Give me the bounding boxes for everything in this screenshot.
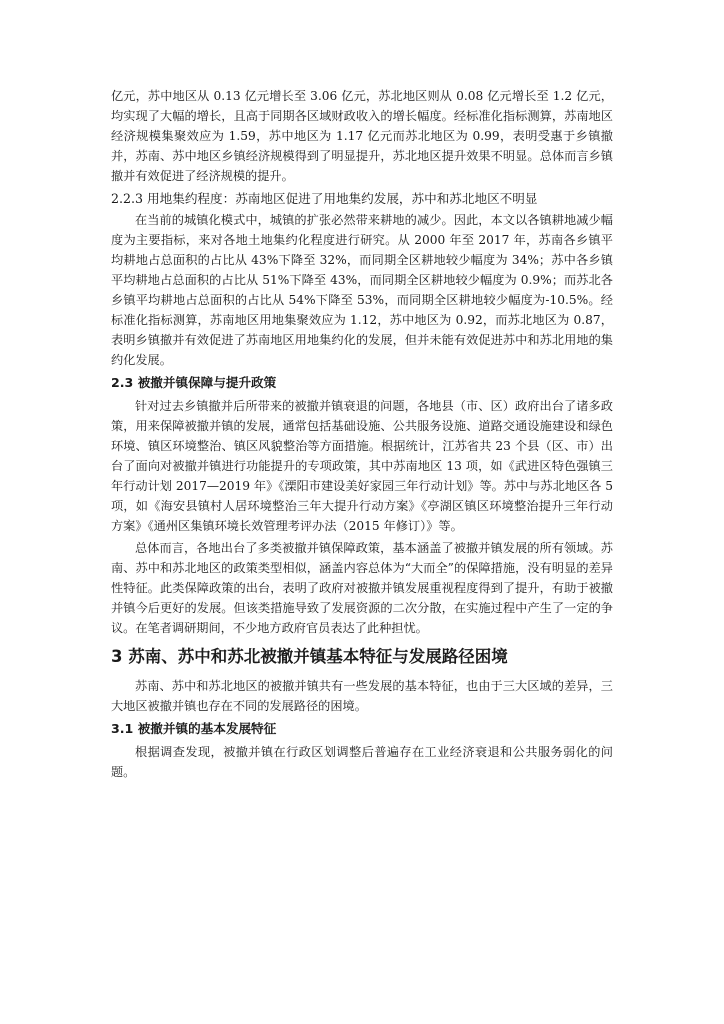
- paragraph-3-1: 根据调查发现，被撤并镇在行政区划调整后普遍存在工业经济衰退和公共服务弱化的问题。: [111, 745, 613, 779]
- body-text: [111, 86, 613, 782]
- paragraph-land-use: 在当前的城镇化模式中，城镇的扩张必然带来耕地的减少。因此，本文以各镇耕地减少幅度为主要指标，来对各地土地集约化程度进行研究。从 2000 年至 2017 年，苏南各乡镇平均耕地占总面积的占比从 43%下降至 32%，而同期全区耕地较少幅度为 34%；苏中各乡镇平均耕地占总面积的占比从 51%下降至 43%，而同期全区耕地较少幅度为 0.9%；而苏北各乡镇平均耕地占总面积的占比从 54%下降至 53%，而同期全区耕地较少幅度为-10.5%。经标准化指标测算，苏南地区用地集聚效应为 1.12，苏中地区为 0.92，而苏北地区为 0.87，表明乡镇撤并有效促进了苏南地区用地集约化的发展，但并未能有效促进苏中和苏北用地的集约化发展。: [111, 213, 613, 367]
- paragraph-economic-scale: 亿元，苏中地区从 0.13 亿元增长至 3.06 亿元，苏北地区则从 0.08 亿元增长至 1.2 亿元，均实现了大幅的增长，且高于同期各区域财政收入的增长幅度。经标准化指标测算，苏南地区经济规模集聚效应为 1.59，苏中地区为 1.17 亿元而苏北地区为 0.99，表明受惠于乡镇撤并，苏南、苏中地区乡镇经济规模得到了明显提升，苏北地区提升效果不明显。总体而言乡镇撤并有效促进了经济规模的提升。: [111, 89, 613, 183]
- heading-2-3: 2.3 被撤并镇保障与提升政策: [111, 375, 277, 390]
- paragraph-policy-2: 总体而言，各地出台了多类被撤并镇保障政策，基本涵盖了被撤并镇发展的所有领域。苏南、苏中和苏北地区的政策类型相似，涵盖内容总体为“大而全”的保障措施，没有明显的差异性特征。此类保障政策的出台，表明了政府对被撤并镇发展重视程度得到了提升，有助于被撤并镇今后更好的发展。但该类措施导致了发展资源的二次分散，在实施过程中产生了一定的争议。在笔者调研期间，不少地方政府官员表达了此种担忧。: [111, 541, 613, 635]
- paragraph-policy-1: 针对过去乡镇撤并后所带来的被撤并镇衰退的问题，各地县（市、区）政府出台了诸多政策，用来保障被撤并镇的发展，通常包括基础设施、公共服务设施、道路交通设施建设和绿色环境、镇区环境整治、镇区风貌整治等方面措施。根据统计，江苏省共 23 个县（区、市）出台了面向对被撤并镇进行功能提升的专项政策，其中苏南地区 13 项，如《武进区特色强镇三年行动计划 2017—2019 年》《溧阳市建设美好家园三年行动计划》等。苏中与苏北地区各 5 项，如《海安县镇村人居环境整治三年大提升行动方案》《亭湖区镇区环境整治提升三年行动方案》《通州区集镇环境长效管理考评办法（2015 年修订）》等。: [111, 399, 613, 533]
- heading-3: 3 苏南、苏中和苏北被撤并镇基本特征与发展路径困境: [111, 647, 508, 666]
- paragraph-section-3: 苏南、苏中和苏北地区的被撤并镇共有一些发展的基本特征，也由于三大区域的差异，三大地区被撤并镇也存在不同的发展路径的困境。: [111, 679, 613, 713]
- heading-3-1: 3.1 被撤并镇的基本发展特征: [111, 721, 277, 736]
- heading-2-2-3: 2.2.3 用地集约程度：苏南地区促进了用地集约发展，苏中和苏北地区不明显: [111, 191, 538, 206]
